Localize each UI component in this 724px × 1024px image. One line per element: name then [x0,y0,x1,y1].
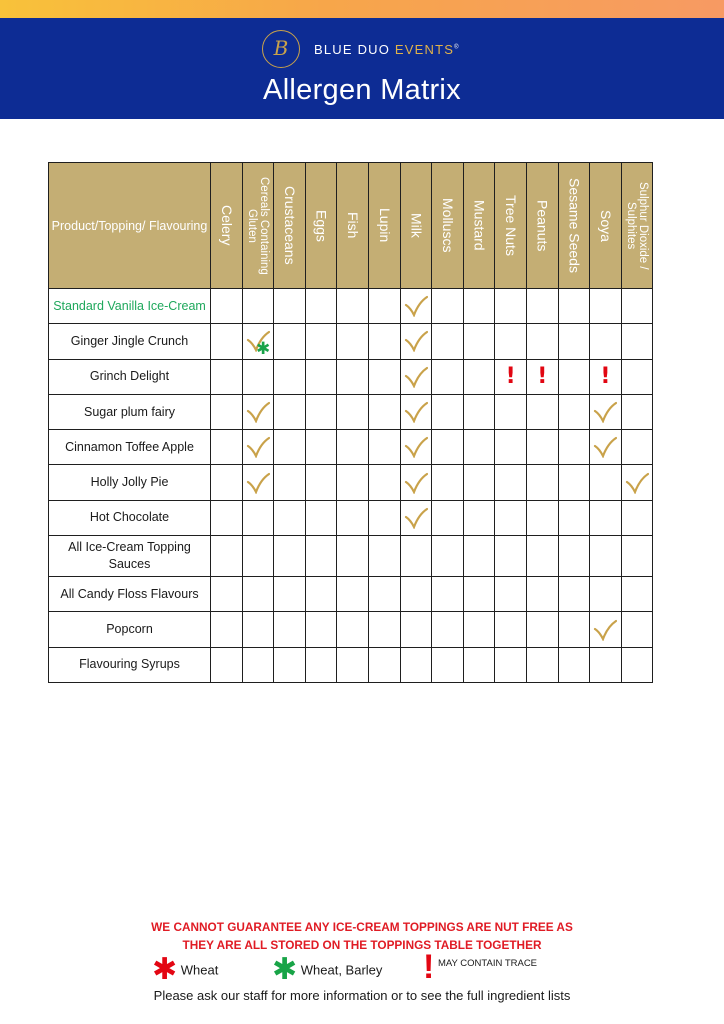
allergen-cell [337,647,369,682]
table-row [49,647,653,682]
allergen-cell [337,359,369,394]
allergen-column-label: Molluscs [439,198,456,253]
table-row [49,500,653,535]
allergen-cell [368,536,400,577]
allergen-cell [368,612,400,647]
allergen-cell [211,430,243,465]
red-asterisk-icon: ✱ [152,953,178,986]
check-icon [246,436,270,458]
page-header [0,18,724,119]
allergen-column-label: Crustaceans [281,186,298,265]
allergen-cell [400,500,432,535]
allergen-cell [590,394,622,429]
table-row [49,289,653,324]
allergen-cell [400,612,432,647]
allergen-cell [495,612,527,647]
allergen-cell [432,612,464,647]
allergen-column-header [558,163,590,289]
allergen-matrix-table [48,162,653,683]
allergen-cell [432,394,464,429]
allergen-cell [305,647,337,682]
product-name-cell: Grinch Delight [49,359,211,394]
allergen-cell [432,289,464,324]
allergen-cell [621,647,653,682]
allergen-cell [274,289,306,324]
brand-name-blue: BLUE DUO [314,42,395,57]
allergen-cell [463,359,495,394]
allergen-cell [400,289,432,324]
allergen-cell [590,612,622,647]
check-icon [404,472,428,494]
allergen-cell [368,289,400,324]
nut-warning-line-2: THEY ARE ALL STORED ON THE TOPPINGS TABLE TOGETHER [182,938,542,952]
allergen-cell [400,324,432,359]
allergen-cell [337,324,369,359]
allergen-cell [590,500,622,535]
allergen-cell [274,465,306,500]
allergen-cell [495,359,527,394]
allergen-cell [621,359,653,394]
allergen-cell [463,394,495,429]
check-icon [593,619,617,641]
check-icon [404,366,428,388]
check-icon [404,507,428,529]
allergen-column-header [621,163,653,289]
allergen-cell [621,612,653,647]
allergen-cell [274,536,306,577]
allergen-cell [463,536,495,577]
table-row [49,612,653,647]
allergen-column-label: Tree Nuts [503,195,520,256]
product-name-cell: Ginger Jingle Crunch [49,324,211,359]
allergen-cell [242,430,274,465]
product-name-cell: Sugar plum fairy [49,394,211,429]
allergen-cell [337,612,369,647]
exclamation-icon: ! [537,363,548,389]
allergen-column-header [432,163,464,289]
allergen-cell [400,465,432,500]
allergen-cell [242,324,274,359]
table-header-row [49,163,653,289]
check-icon [246,472,270,494]
allergen-cell [463,324,495,359]
allergen-cell [558,500,590,535]
allergen-cell [305,536,337,577]
allergen-cell [590,647,622,682]
product-name-cell: Popcorn [49,612,211,647]
check-icon [404,436,428,458]
allergen-column-label: Milk [408,213,425,238]
allergen-cell [305,500,337,535]
allergen-cell [621,394,653,429]
allergen-cell [526,394,558,429]
check-icon [404,295,428,317]
allergen-cell [368,324,400,359]
allergen-cell [495,465,527,500]
allergen-column-label: Sulphur Dioxide / Sulphites [625,181,650,270]
allergen-cell [368,359,400,394]
allergen-column-header [400,163,432,289]
allergen-cell [274,324,306,359]
allergen-column-label: Eggs [313,209,330,242]
allergen-cell [526,500,558,535]
allergen-cell [305,577,337,612]
table-row [49,359,653,394]
allergen-cell [526,465,558,500]
nut-warning [0,918,724,954]
legend-wheat [152,955,218,985]
allergen-cell [211,612,243,647]
allergen-column-header [274,163,306,289]
allergen-cell [242,465,274,500]
exclamation-icon: ! [600,363,611,389]
allergen-column-header [242,163,274,289]
allergen-cell [305,359,337,394]
allergen-cell [305,612,337,647]
allergen-column-label: Lupin [376,208,393,243]
allergen-cell [305,289,337,324]
allergen-cell [558,430,590,465]
allergen-cell [558,612,590,647]
allergen-column-header [590,163,622,289]
allergen-cell [432,430,464,465]
allergen-cell [242,394,274,429]
allergen-cell [274,612,306,647]
allergen-cell [558,465,590,500]
nut-warning-line-1: WE CANNOT GUARANTEE ANY ICE-CREAM TOPPINGS ARE NUT FREE AS [151,920,573,934]
allergen-column-label: Soya [597,209,614,242]
allergen-cell [558,359,590,394]
check-icon [246,401,270,423]
allergen-cell [368,430,400,465]
allergen-cell [337,289,369,324]
exclamation-icon: ! [423,948,435,986]
allergen-cell [305,465,337,500]
allergen-column-label: Celery [218,205,235,246]
allergen-cell [463,612,495,647]
allergen-cell [211,647,243,682]
allergen-cell [590,289,622,324]
legend-trace [423,948,538,986]
table-row [49,430,653,465]
legend-trace-label: MAY CONTAIN TRACE [437,958,538,969]
table-row [49,536,653,577]
allergen-cell [526,324,558,359]
allergen-cell [274,647,306,682]
product-name-cell: All Candy Floss Flavours [49,577,211,612]
allergen-cell [211,465,243,500]
allergen-cell [495,500,527,535]
allergen-cell [432,647,464,682]
allergen-cell [211,577,243,612]
allergen-cell [211,324,243,359]
table-row [49,465,653,500]
allergen-cell [432,465,464,500]
allergen-cell [590,577,622,612]
allergen-column-label: Fish [345,212,362,239]
allergen-cell [337,465,369,500]
exclamation-icon: ! [505,363,516,389]
allergen-cell [621,465,653,500]
allergen-cell [558,394,590,429]
allergen-cell [400,536,432,577]
check-icon [593,401,617,423]
allergen-cell [211,536,243,577]
allergen-cell [463,577,495,612]
table-row [49,394,653,429]
allergen-cell [558,289,590,324]
allergen-cell [274,394,306,429]
allergen-cell [495,394,527,429]
allergen-cell [211,359,243,394]
allergen-cell [590,324,622,359]
allergen-cell [590,430,622,465]
allergen-cell [558,536,590,577]
allergen-cell [274,577,306,612]
allergen-cell [463,289,495,324]
page-title: Allergen Matrix [263,74,461,106]
allergen-cell [495,577,527,612]
product-name-cell: Hot Chocolate [49,500,211,535]
allergen-cell [526,647,558,682]
allergen-cell [242,359,274,394]
allergen-cell [337,430,369,465]
allergen-cell [495,647,527,682]
allergen-column-header [337,163,369,289]
allergen-cell [400,430,432,465]
allergen-cell [432,359,464,394]
allergen-cell [558,647,590,682]
green-asterisk-icon: ✱ [255,338,271,358]
product-name-cell: Holly Jolly Pie [49,465,211,500]
allergen-column-header [495,163,527,289]
allergen-cell [211,394,243,429]
allergen-cell [463,500,495,535]
allergen-cell [621,500,653,535]
allergen-cell [274,359,306,394]
allergen-cell [337,536,369,577]
allergen-cell [495,536,527,577]
allergen-cell [463,430,495,465]
table-row [49,324,653,359]
allergen-column-label: Cereals Containing Gluten [245,176,270,275]
allergen-cell [400,647,432,682]
allergen-cell [242,500,274,535]
allergen-column-label: Mustard [471,200,488,251]
footer-note: Please ask our staff for more information or to see the full ingredient lists [153,988,571,1003]
allergen-cell [621,577,653,612]
brand-name-gold: EVENTS [394,42,455,57]
allergen-cell [242,536,274,577]
allergen-cell [621,324,653,359]
allergen-cell [590,536,622,577]
allergen-cell [274,500,306,535]
check-icon [593,436,617,458]
allergen-column-header [463,163,495,289]
allergen-cell [368,647,400,682]
allergen-cell [590,359,622,394]
allergen-cell [368,577,400,612]
product-name-cell: Standard Vanilla Ice-Cream [49,289,211,324]
allergen-cell [211,289,243,324]
top-gradient-strip [0,0,724,18]
allergen-cell [305,324,337,359]
allergen-cell [495,324,527,359]
brand-logo [262,30,300,68]
allergen-cell [526,577,558,612]
allergen-cell [368,394,400,429]
product-name-cell: All Ice-Cream Topping Sauces [49,536,211,577]
product-name-cell: Cinnamon Toffee Apple [49,430,211,465]
allergen-cell [305,430,337,465]
allergen-cell [400,394,432,429]
legend-wheat-barley [272,955,382,985]
allergen-cell [621,289,653,324]
allergen-cell [337,394,369,429]
allergen-cell [526,430,558,465]
allergen-cell [337,500,369,535]
allergen-cell [495,430,527,465]
allergen-cell [274,430,306,465]
check-icon [404,330,428,352]
allergen-cell [400,359,432,394]
allergen-cell [526,289,558,324]
allergen-cell [400,577,432,612]
allergen-column-label: Sesame Seeds [566,178,583,273]
legend-wheat-barley-label: Wheat, Barley [300,962,383,978]
allergen-cell [368,500,400,535]
allergen-cell [242,612,274,647]
allergen-cell [526,612,558,647]
allergen-column-header [211,163,243,289]
allergen-cell [495,289,527,324]
allergen-cell [211,500,243,535]
brand-registered-mark: ® [454,44,460,51]
allergen-cell [463,647,495,682]
allergen-cell [432,536,464,577]
allergen-cell [558,324,590,359]
table-row [49,577,653,612]
allergen-cell [526,359,558,394]
allergen-cell [432,577,464,612]
allergen-cell [526,536,558,577]
allergen-cell [305,394,337,429]
allergen-cell [432,324,464,359]
allergen-cell [242,647,274,682]
table-body [49,289,653,683]
check-icon [625,472,649,494]
legend-wheat-label: Wheat [180,962,219,978]
allergen-cell [432,500,464,535]
allergen-cell [337,577,369,612]
allergen-cell [590,465,622,500]
allergen-column-header [305,163,337,289]
allergen-cell [242,577,274,612]
allergen-cell [242,289,274,324]
brand-logo-letter: B [273,36,289,60]
brand-name [314,42,460,57]
allergen-cell [368,465,400,500]
allergen-cell [558,577,590,612]
allergen-column-header [368,163,400,289]
allergen-column-header [526,163,558,289]
green-asterisk-icon: ✱ [272,953,298,986]
allergen-cell [621,536,653,577]
allergen-cell [463,465,495,500]
allergen-cell [621,430,653,465]
allergen-column-label: Peanuts [534,199,551,252]
product-column-header: Product/Topping/ Flavouring [49,163,211,289]
check-icon [404,401,428,423]
product-name-cell: Flavouring Syrups [49,647,211,682]
